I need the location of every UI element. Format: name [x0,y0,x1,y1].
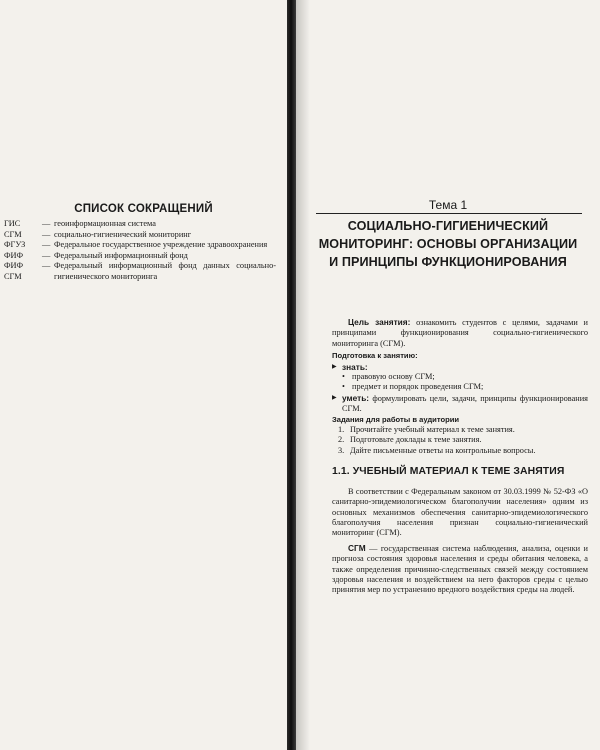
tasks-heading: Задания для работы в аудитории [332,414,460,424]
able-text-block [342,393,588,415]
chapter-title [304,217,592,271]
abbreviation-key: ФИФ [4,250,24,260]
abbreviation-row [4,240,276,251]
task-text: Подготовьте доклады к теме занятия. [350,435,482,445]
abbreviation-dash: — [42,229,51,239]
abbreviation-dash: — [42,250,51,260]
definition-term: СГМ [348,542,366,553]
know-bullet [332,362,588,372]
abbreviation-value: Федеральный информационный фонд данных социально-гигиенического мониторинга [54,261,276,281]
know-item [342,372,588,382]
know-label: знать: [342,361,368,372]
task-number: 1. [338,425,345,435]
triangle-bullet-icon: ▶ [332,363,337,370]
task-item [338,435,588,445]
goal-label: Цель занятия: [348,317,411,327]
abbreviation-value: геоинформационная система [54,219,156,228]
abbreviation-value: социально-гигиенический мониторинг [54,229,192,239]
abbreviations-list [4,219,276,283]
definition-paragraph [332,543,588,596]
abbreviation-value: Федеральное государственное учреждение здравоохранения [54,240,268,250]
abbreviation-row [4,230,276,241]
chapter-title-line: МОНИТОРИНГ: ОСНОВЫ ОРГАНИЗАЦИИ [318,237,578,251]
book-gutter [287,0,296,750]
task-item [338,425,588,435]
abbreviation-dash: — [42,240,51,250]
dot-bullet-icon: • [342,372,345,382]
abbreviation-dash: — [42,219,51,228]
chapter-content [332,317,588,596]
abbreviation-row [4,251,276,262]
section-heading: 1.1. УЧЕБНЫЙ МАТЕРИАЛ К ТЕМЕ ЗАНЯТИЯ [332,466,565,478]
task-number: 3. [338,445,345,455]
theme-label: Тема 1 [428,198,468,212]
task-text: Дайте письменные ответы на контрольные вопросы. [350,445,536,455]
abbreviation-key: ФИФ СГМ [4,261,24,281]
law-paragraph: В соответствии с Федеральным законом от 30.03.1999 № 52-ФЗ «О санитарно-эпидемиологическом благополучии населения» одним из основных механизмов обеспечения санитарно-эпидемиологического благополучия населения признан социально-гигиенический мониторинг (СГМ). [332,486,588,538]
abbreviation-dash: — [42,261,51,271]
abbreviation-value: Федеральный информационный фонд [54,250,188,260]
goal-paragraph [332,317,588,349]
abbreviation-row [4,219,276,230]
dot-bullet-icon: • [342,382,345,392]
preparation-heading: Подготовка к занятию: [332,351,418,361]
able-bullet [332,393,588,415]
task-text: Прочитайте учебный материал к теме занятия. [350,425,515,435]
triangle-bullet-icon: ▶ [332,394,337,401]
left-page [0,0,287,750]
know-item-text: правовую основу СГМ; [352,372,435,382]
know-item-text: предмет и порядок проведения СГМ; [352,382,484,392]
task-number: 2. [338,435,345,445]
abbreviation-key: СГМ [4,229,22,239]
theme-divider [316,213,582,214]
abbreviation-key: ГИС [4,219,21,228]
definition-text: — государственная система наблюдения, анализа, оценки и прогноза состояния здоровья населения и среды обитания человека, а также определения причинно-следственных связей между состоянием здоровья населения и воздействием на него факторов среды с целью принятия мер по устранению вредного воздействия среды на людей. [332,543,588,595]
right-page [296,0,600,750]
able-label: уметь: [342,392,370,403]
able-text: формулировать цели, задачи, принципы функционирования СГМ. [342,393,588,414]
abbreviations-title: СПИСОК СОКРАЩЕНИЙ [74,203,213,215]
abbreviation-row [4,261,276,282]
chapter-title-line: И ПРИНЦИПЫ ФУНКЦИОНИРОВАНИЯ [329,255,567,269]
chapter-title-line: СОЦИАЛЬНО-ГИГИЕНИЧЕСКИЙ [347,219,549,233]
task-item [338,446,588,456]
abbreviation-key: ФГУЗ [4,240,26,250]
goal-text: ознакомить студентов с целями, задачами и принципами функционирования социально-гигиенического мониторинга (СГМ). [332,318,588,348]
know-item [342,382,588,392]
